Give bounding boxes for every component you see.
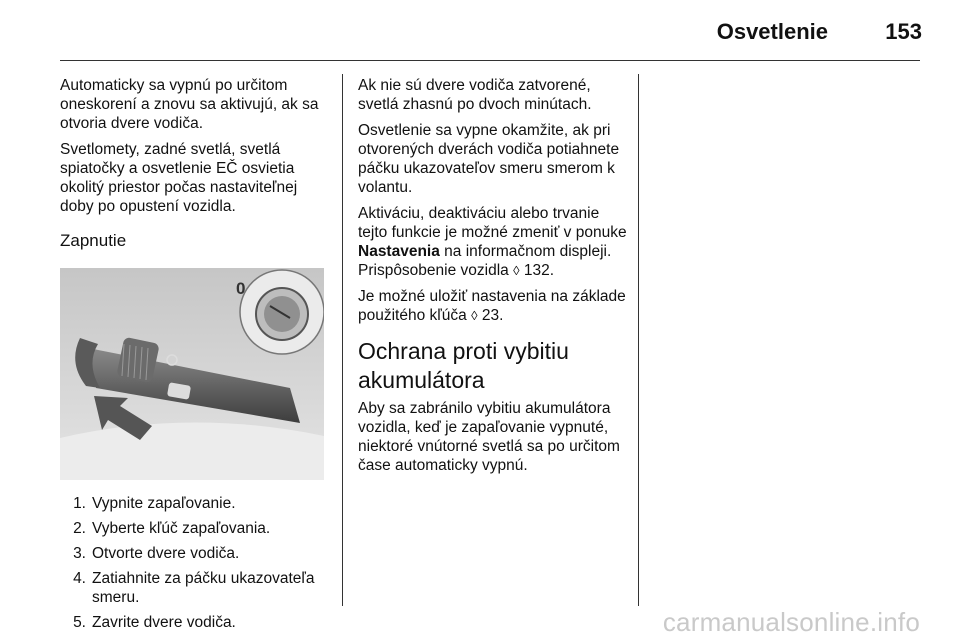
column-middle: [358, 76, 628, 482]
column-divider-1: [342, 74, 343, 606]
section-heading-zapnutie: Zapnutie: [60, 231, 127, 250]
paragraph: Automaticky sa vypnú po určitom oneskorení a znovu sa aktivujú, ak sa otvoria dvere vodiča.: [60, 77, 319, 132]
stalk-illustration: [60, 268, 324, 480]
page-reference-icon: ◊: [471, 308, 478, 323]
paragraph: Aby sa zabránilo vybitiu akumulátora vozidla, keď je zapaľovanie vypnuté, niektoré vnútorné svetlá sa po určitom čase automaticky vypnú.: [358, 400, 620, 474]
paragraph: Ak nie sú dvere vodiča zatvorené, svetlá zhasnú po dvoch minútach.: [358, 77, 592, 113]
page-number: 153: [885, 19, 922, 44]
paragraph: Osvetlenie sa vypne okamžite, ak pri otvorených dverách vodiča potiahnete páčku ukazovateľov smeru smerom k volantu.: [358, 122, 620, 196]
section-heading-battery-protection: Ochrana proti vybitiu akumulátora: [358, 338, 569, 393]
page-reference: 132.: [519, 262, 555, 279]
list-item: 3. Otvorte dvere vodiča.: [73, 545, 240, 562]
list-item: 1. Vypnite zapaľovanie.: [73, 495, 236, 512]
list-item: 2. Vyberte kľúč zapaľovania.: [73, 520, 271, 537]
watermark: carmanualsonline.info: [662, 607, 920, 637]
column-left: [60, 76, 332, 638]
menu-name-nastavenia: Nastavenia: [358, 243, 440, 260]
list-item: 4. Zatiahnite za páčku ukazovateľa smeru.: [73, 570, 315, 606]
steps-list: [60, 494, 332, 632]
paragraph: Svetlomety, zadné svetlá, svetlá spiatočky a osvetlenie EČ osvietia okolitý priestor počas nastaviteľnej doby po opustení vozidla.: [60, 141, 298, 215]
page-title: Osvetlenie: [716, 19, 828, 44]
page-reference-icon: ◊: [513, 263, 520, 278]
column-divider-2: [638, 74, 639, 606]
ignition-position-label: 0: [236, 279, 246, 298]
paragraph: Je možné uložiť nastavenia na základe použitého kľúča ◊ 23.: [358, 288, 626, 324]
page-reference: 23.: [477, 307, 504, 324]
header-rule: [60, 60, 920, 61]
list-item: 5. Zavrite dvere vodiča.: [73, 614, 236, 631]
stalk-illustration-svg: [60, 268, 324, 480]
dashboard-shape: [60, 422, 324, 480]
paragraph: Aktiváciu, deaktiváciu alebo trvanie tejto funkcie je možné zmeniť v ponuke Nastavenia na informačnom displeji. Prispôsobenie vozidla ◊ 132.: [358, 205, 627, 279]
